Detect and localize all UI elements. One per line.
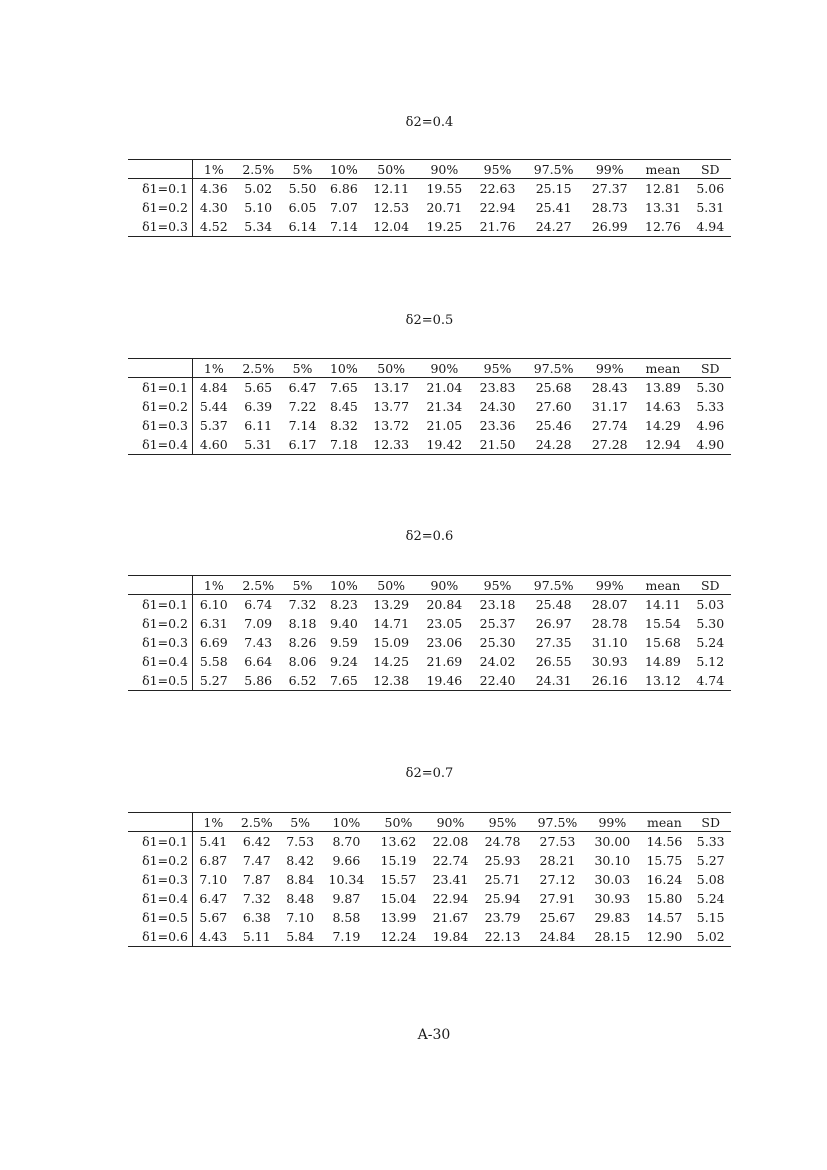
table-cell: 6.64 bbox=[244, 654, 273, 669]
table-cell: 14.57 bbox=[646, 910, 683, 925]
row-label: δ1=0.4 bbox=[128, 889, 193, 908]
table-cell: 23.05 bbox=[426, 616, 463, 631]
table-cell: 31.17 bbox=[591, 399, 628, 414]
quantile-table bbox=[128, 358, 731, 455]
table-cell: 5.02 bbox=[690, 927, 731, 947]
table-cell: 25.67 bbox=[539, 910, 576, 925]
column-header: SD bbox=[690, 160, 731, 179]
column-header: 95% bbox=[471, 576, 524, 595]
table-cell: 14.56 bbox=[646, 834, 683, 849]
table-cell: 27.35 bbox=[535, 635, 572, 650]
table-cell: 19.84 bbox=[424, 927, 476, 947]
column-header: 5% bbox=[282, 576, 323, 595]
table-cell: 23.79 bbox=[484, 910, 521, 925]
table-cell: 8.84 bbox=[286, 872, 315, 887]
table-cell: 28.73 bbox=[591, 200, 628, 215]
table-cell: 6.86 bbox=[329, 181, 358, 196]
column-header: 50% bbox=[365, 576, 418, 595]
table-cell: 21.05 bbox=[426, 418, 463, 433]
table-cell: 5.65 bbox=[244, 380, 273, 395]
table-cell: 27.74 bbox=[591, 418, 628, 433]
column-header: SD bbox=[690, 576, 731, 595]
column-header: 97.5% bbox=[524, 359, 583, 378]
table-cell: 4.60 bbox=[193, 435, 235, 455]
table-cell: 22.08 bbox=[432, 834, 469, 849]
table-row bbox=[128, 595, 731, 615]
table-cell: 5.24 bbox=[696, 891, 725, 906]
table-cell: 5.33 bbox=[696, 834, 725, 849]
table-cell: 7.22 bbox=[288, 399, 317, 414]
table-cell: 29.83 bbox=[594, 910, 631, 925]
row-label: δ1=0.6 bbox=[128, 927, 193, 947]
column-header: 90% bbox=[418, 359, 471, 378]
table-cell: 9.66 bbox=[332, 853, 361, 868]
table-cell: 12.53 bbox=[373, 200, 410, 215]
table-cell: 7.87 bbox=[242, 872, 271, 887]
table-cell: 10.34 bbox=[328, 872, 365, 887]
table-cell: 5.06 bbox=[696, 181, 725, 196]
table-cell: 8.06 bbox=[288, 654, 317, 669]
table-cell: 27.53 bbox=[539, 834, 576, 849]
table-cell: 5.27 bbox=[696, 853, 725, 868]
table-cell: 25.94 bbox=[484, 891, 521, 906]
column-header: 1% bbox=[193, 160, 235, 179]
table-cell: 8.26 bbox=[288, 635, 317, 650]
corner-cell bbox=[128, 359, 193, 378]
table-cell: 6.31 bbox=[199, 616, 228, 631]
table-cell: 5.30 bbox=[696, 380, 725, 395]
table-cell: 7.19 bbox=[320, 927, 372, 947]
table-body bbox=[128, 179, 731, 237]
table-cell: 19.46 bbox=[418, 671, 471, 691]
table-cell: 4.90 bbox=[690, 435, 731, 455]
table-cell: 4.94 bbox=[690, 217, 731, 237]
column-header: 2.5% bbox=[234, 813, 280, 832]
table-cell: 12.38 bbox=[365, 671, 418, 691]
table-cell: 7.14 bbox=[288, 418, 317, 433]
table-cell: 5.84 bbox=[280, 927, 320, 947]
quantile-table bbox=[128, 812, 731, 947]
table-cell: 23.18 bbox=[479, 597, 516, 612]
table-cell: 16.24 bbox=[646, 872, 683, 887]
table-cell: 28.07 bbox=[591, 597, 628, 612]
table-cell: 14.11 bbox=[645, 597, 681, 612]
table-cell: 9.59 bbox=[329, 635, 358, 650]
table-cell: 31.10 bbox=[591, 635, 628, 650]
table-cell: 24.31 bbox=[524, 671, 583, 691]
table-cell: 27.37 bbox=[591, 181, 628, 196]
table-row bbox=[128, 614, 731, 633]
table-cell: 25.71 bbox=[484, 872, 521, 887]
table-cell: 5.67 bbox=[199, 910, 228, 925]
table-cell: 13.62 bbox=[380, 834, 417, 849]
column-header: 10% bbox=[320, 813, 372, 832]
table-cell: 7.14 bbox=[323, 217, 364, 237]
table-cell: 7.43 bbox=[244, 635, 273, 650]
table-cell: 6.05 bbox=[288, 200, 317, 215]
header-row bbox=[128, 359, 731, 378]
header-row bbox=[128, 576, 731, 595]
table-row bbox=[128, 435, 731, 455]
table-cell: 5.08 bbox=[696, 872, 725, 887]
table-cell: 19.42 bbox=[418, 435, 471, 455]
table-cell: 15.57 bbox=[380, 872, 417, 887]
table-cell: 13.12 bbox=[636, 671, 689, 691]
table-cell: 30.03 bbox=[594, 872, 631, 887]
table-cell: 15.09 bbox=[373, 635, 410, 650]
row-label: δ1=0.2 bbox=[128, 851, 193, 870]
table-title: δ2=0.7 bbox=[405, 766, 454, 781]
table-cell: 27.91 bbox=[539, 891, 576, 906]
table-cell: 21.76 bbox=[471, 217, 524, 237]
row-label: δ1=0.5 bbox=[128, 671, 193, 691]
table-cell: 25.15 bbox=[535, 181, 572, 196]
table-cell: 8.45 bbox=[329, 399, 358, 414]
column-header: 97.5% bbox=[524, 160, 583, 179]
table-cell: 5.27 bbox=[193, 671, 235, 691]
table-cell: 22.94 bbox=[479, 200, 516, 215]
table-cell: 5.41 bbox=[199, 834, 228, 849]
table-cell: 7.65 bbox=[323, 671, 364, 691]
table-cell: 14.71 bbox=[373, 616, 410, 631]
row-label: δ1=0.3 bbox=[128, 870, 193, 889]
table-cell: 24.84 bbox=[529, 927, 587, 947]
table-cell: 9.24 bbox=[329, 654, 358, 669]
table-cell: 5.31 bbox=[235, 435, 282, 455]
table-cell: 7.09 bbox=[244, 616, 273, 631]
column-header: 95% bbox=[471, 359, 524, 378]
table-cell: 5.34 bbox=[235, 217, 282, 237]
table-cell: 22.63 bbox=[479, 181, 516, 196]
row-label: δ1=0.3 bbox=[128, 633, 193, 652]
column-header: 50% bbox=[365, 359, 418, 378]
table-body bbox=[128, 595, 731, 691]
table-cell: 25.46 bbox=[535, 418, 572, 433]
column-header: mean bbox=[638, 813, 690, 832]
table-row bbox=[128, 908, 731, 927]
table-cell: 12.76 bbox=[636, 217, 689, 237]
table-row bbox=[128, 927, 731, 947]
table-cell: 30.93 bbox=[594, 891, 631, 906]
table-row bbox=[128, 652, 731, 671]
table-cell: 6.52 bbox=[282, 671, 323, 691]
table-cell: 7.32 bbox=[242, 891, 271, 906]
table-row bbox=[128, 870, 731, 889]
page-number: A-30 bbox=[417, 1027, 451, 1043]
table-cell: 7.65 bbox=[329, 380, 358, 395]
table-title: δ2=0.6 bbox=[405, 529, 454, 544]
table-cell: 24.30 bbox=[479, 399, 516, 414]
table-row bbox=[128, 397, 731, 416]
table-cell: 22.94 bbox=[432, 891, 469, 906]
table-cell: 5.31 bbox=[696, 200, 725, 215]
table-cell: 24.02 bbox=[479, 654, 516, 669]
table-cell: 20.71 bbox=[426, 200, 463, 215]
table-row bbox=[128, 378, 731, 398]
table-cell: 28.43 bbox=[591, 380, 628, 395]
column-header: 10% bbox=[323, 359, 364, 378]
table-cell: 7.10 bbox=[199, 872, 228, 887]
table-cell: 6.87 bbox=[199, 853, 228, 868]
table-cell: 6.47 bbox=[199, 891, 228, 906]
table-cell: 9.40 bbox=[329, 616, 358, 631]
table-cell: 21.04 bbox=[426, 380, 463, 395]
table-cell: 28.78 bbox=[591, 616, 628, 631]
table-row bbox=[128, 671, 731, 691]
table-cell: 22.74 bbox=[432, 853, 469, 868]
table-cell: 14.89 bbox=[645, 654, 681, 669]
table-cell: 15.19 bbox=[380, 853, 417, 868]
table-row bbox=[128, 851, 731, 870]
table-title: δ2=0.5 bbox=[405, 313, 454, 328]
row-label: δ1=0.4 bbox=[128, 435, 193, 455]
table-cell: 4.74 bbox=[690, 671, 731, 691]
table-cell: 6.39 bbox=[244, 399, 273, 414]
column-header: 10% bbox=[323, 160, 364, 179]
column-header: mean bbox=[636, 359, 689, 378]
table-cell: 13.31 bbox=[645, 200, 681, 215]
table-cell: 23.36 bbox=[479, 418, 516, 433]
table-row bbox=[128, 633, 731, 652]
table-cell: 5.02 bbox=[244, 181, 273, 196]
table-cell: 21.50 bbox=[471, 435, 524, 455]
table-cell: 8.58 bbox=[332, 910, 361, 925]
table-cell: 13.89 bbox=[645, 380, 681, 395]
table-cell: 12.11 bbox=[373, 181, 410, 196]
table-row bbox=[128, 832, 731, 852]
row-label: δ1=0.2 bbox=[128, 614, 193, 633]
table-cell: 7.18 bbox=[323, 435, 364, 455]
table-cell: 14.29 bbox=[645, 418, 681, 433]
corner-cell bbox=[128, 813, 193, 832]
header-row bbox=[128, 813, 731, 832]
table-cell: 4.52 bbox=[193, 217, 235, 237]
table-cell: 26.55 bbox=[535, 654, 572, 669]
row-label: δ1=0.2 bbox=[128, 397, 193, 416]
table-cell: 15.04 bbox=[380, 891, 417, 906]
table-cell: 5.24 bbox=[696, 635, 725, 650]
table-cell: 8.70 bbox=[332, 834, 361, 849]
column-header: 99% bbox=[586, 813, 638, 832]
table-cell: 6.11 bbox=[244, 418, 273, 433]
table-cell: 4.30 bbox=[199, 200, 228, 215]
table-cell: 27.60 bbox=[535, 399, 572, 414]
table-cell: 14.25 bbox=[373, 654, 410, 669]
corner-cell bbox=[128, 576, 193, 595]
table-cell: 19.55 bbox=[426, 181, 463, 196]
table-cell: 19.25 bbox=[418, 217, 471, 237]
table-cell: 25.41 bbox=[535, 200, 572, 215]
table-cell: 23.83 bbox=[479, 380, 516, 395]
table-cell: 12.24 bbox=[372, 927, 424, 947]
column-header: 1% bbox=[193, 576, 235, 595]
table-cell: 6.69 bbox=[199, 635, 228, 650]
table-cell: 14.63 bbox=[645, 399, 681, 414]
row-label: δ1=0.2 bbox=[128, 198, 193, 217]
table-cell: 27.28 bbox=[583, 435, 636, 455]
row-label: δ1=0.3 bbox=[128, 416, 193, 435]
table-cell: 6.74 bbox=[244, 597, 273, 612]
table-cell: 5.37 bbox=[199, 418, 228, 433]
row-label: δ1=0.1 bbox=[128, 378, 193, 398]
table-cell: 5.86 bbox=[235, 671, 282, 691]
table-cell: 12.33 bbox=[365, 435, 418, 455]
table-cell: 7.32 bbox=[288, 597, 317, 612]
table-cell: 30.00 bbox=[594, 834, 631, 849]
table-cell: 5.33 bbox=[696, 399, 725, 414]
table-cell: 5.10 bbox=[244, 200, 273, 215]
table-cell: 24.28 bbox=[524, 435, 583, 455]
quantile-table bbox=[128, 575, 731, 691]
column-header: 90% bbox=[418, 160, 471, 179]
table-cell: 15.80 bbox=[646, 891, 683, 906]
table-cell: 6.14 bbox=[282, 217, 323, 237]
table-cell: 25.37 bbox=[479, 616, 516, 631]
table-cell: 6.17 bbox=[282, 435, 323, 455]
table-cell: 4.36 bbox=[199, 181, 228, 196]
table-body bbox=[128, 832, 731, 947]
table-cell: 26.16 bbox=[583, 671, 636, 691]
table-cell: 15.68 bbox=[645, 635, 681, 650]
column-header: 10% bbox=[323, 576, 364, 595]
table-cell: 5.50 bbox=[288, 181, 317, 196]
column-header: 5% bbox=[280, 813, 320, 832]
column-header: 2.5% bbox=[235, 576, 282, 595]
row-label: δ1=0.4 bbox=[128, 652, 193, 671]
column-header: 2.5% bbox=[235, 160, 282, 179]
table-cell: 23.06 bbox=[426, 635, 463, 650]
column-header: 99% bbox=[583, 359, 636, 378]
column-header: 99% bbox=[583, 576, 636, 595]
row-label: δ1=0.5 bbox=[128, 908, 193, 927]
table-cell: 25.30 bbox=[479, 635, 516, 650]
table-cell: 4.84 bbox=[199, 380, 228, 395]
table-cell: 8.23 bbox=[329, 597, 358, 612]
column-header: mean bbox=[636, 160, 689, 179]
table-cell: 27.12 bbox=[539, 872, 576, 887]
table-cell: 8.18 bbox=[288, 616, 317, 631]
table-cell: 13.17 bbox=[373, 380, 410, 395]
table-cell: 7.10 bbox=[286, 910, 315, 925]
table-cell: 21.67 bbox=[432, 910, 469, 925]
table-cell: 22.40 bbox=[471, 671, 524, 691]
table-cell: 5.03 bbox=[696, 597, 725, 612]
column-header: 50% bbox=[365, 160, 418, 179]
column-header: 90% bbox=[418, 576, 471, 595]
table-cell: 12.81 bbox=[645, 181, 681, 196]
table-cell: 20.84 bbox=[426, 597, 463, 612]
table-cell: 12.04 bbox=[365, 217, 418, 237]
column-header: 2.5% bbox=[235, 359, 282, 378]
row-label: δ1=0.3 bbox=[128, 217, 193, 237]
table-cell: 6.38 bbox=[242, 910, 271, 925]
table-row bbox=[128, 198, 731, 217]
table-cell: 8.32 bbox=[329, 418, 358, 433]
table-row bbox=[128, 179, 731, 199]
table-cell: 24.27 bbox=[524, 217, 583, 237]
table-cell: 5.11 bbox=[234, 927, 280, 947]
column-header: 97.5% bbox=[524, 576, 583, 595]
table-cell: 6.47 bbox=[288, 380, 317, 395]
table-cell: 28.15 bbox=[586, 927, 638, 947]
table-cell: 12.94 bbox=[636, 435, 689, 455]
table-cell: 4.96 bbox=[696, 418, 725, 433]
table-cell: 6.42 bbox=[242, 834, 271, 849]
table-row bbox=[128, 416, 731, 435]
table-cell: 15.75 bbox=[646, 853, 683, 868]
table-cell: 13.99 bbox=[380, 910, 417, 925]
table-cell: 8.42 bbox=[286, 853, 315, 868]
table-cell: 9.87 bbox=[332, 891, 361, 906]
column-header: 90% bbox=[424, 813, 476, 832]
row-label: δ1=0.1 bbox=[128, 832, 193, 852]
table-cell: 15.54 bbox=[645, 616, 681, 631]
table-title: δ2=0.4 bbox=[405, 115, 454, 130]
table-cell: 23.41 bbox=[432, 872, 469, 887]
row-label: δ1=0.1 bbox=[128, 179, 193, 199]
table-cell: 8.48 bbox=[286, 891, 315, 906]
table-cell: 25.68 bbox=[535, 380, 572, 395]
column-header: SD bbox=[690, 359, 731, 378]
column-header: 50% bbox=[372, 813, 424, 832]
column-header: mean bbox=[636, 576, 689, 595]
table-cell: 24.78 bbox=[484, 834, 521, 849]
column-header: 5% bbox=[282, 160, 323, 179]
column-header: 1% bbox=[193, 359, 235, 378]
table-cell: 21.34 bbox=[426, 399, 463, 414]
table-cell: 26.99 bbox=[583, 217, 636, 237]
table-cell: 5.44 bbox=[199, 399, 228, 414]
table-cell: 25.48 bbox=[535, 597, 572, 612]
column-header: 1% bbox=[193, 813, 234, 832]
table-cell: 12.90 bbox=[638, 927, 690, 947]
table-cell: 13.77 bbox=[373, 399, 410, 414]
table-cell: 30.93 bbox=[591, 654, 628, 669]
table-cell: 22.13 bbox=[477, 927, 529, 947]
table-cell: 5.15 bbox=[696, 910, 725, 925]
table-cell: 5.12 bbox=[696, 654, 725, 669]
table-cell: 7.47 bbox=[242, 853, 271, 868]
header-row bbox=[128, 160, 731, 179]
column-header: 5% bbox=[282, 359, 323, 378]
column-header: 99% bbox=[583, 160, 636, 179]
row-label: δ1=0.1 bbox=[128, 595, 193, 615]
table-cell: 13.72 bbox=[373, 418, 410, 433]
column-header: 97.5% bbox=[529, 813, 587, 832]
table-body bbox=[128, 378, 731, 455]
column-header: SD bbox=[690, 813, 731, 832]
table-cell: 4.43 bbox=[193, 927, 234, 947]
column-header: 95% bbox=[477, 813, 529, 832]
table-cell: 30.10 bbox=[594, 853, 631, 868]
table-cell: 5.30 bbox=[696, 616, 725, 631]
column-header: 95% bbox=[471, 160, 524, 179]
table-cell: 6.10 bbox=[199, 597, 228, 612]
table-cell: 7.53 bbox=[286, 834, 315, 849]
quantile-table bbox=[128, 159, 731, 237]
table-row bbox=[128, 889, 731, 908]
table-cell: 26.97 bbox=[535, 616, 572, 631]
table-cell: 7.07 bbox=[329, 200, 358, 215]
corner-cell bbox=[128, 160, 193, 179]
table-cell: 5.58 bbox=[199, 654, 228, 669]
table-row bbox=[128, 217, 731, 237]
table-cell: 25.93 bbox=[484, 853, 521, 868]
table-cell: 28.21 bbox=[539, 853, 576, 868]
table-cell: 21.69 bbox=[426, 654, 463, 669]
table-cell: 13.29 bbox=[373, 597, 410, 612]
